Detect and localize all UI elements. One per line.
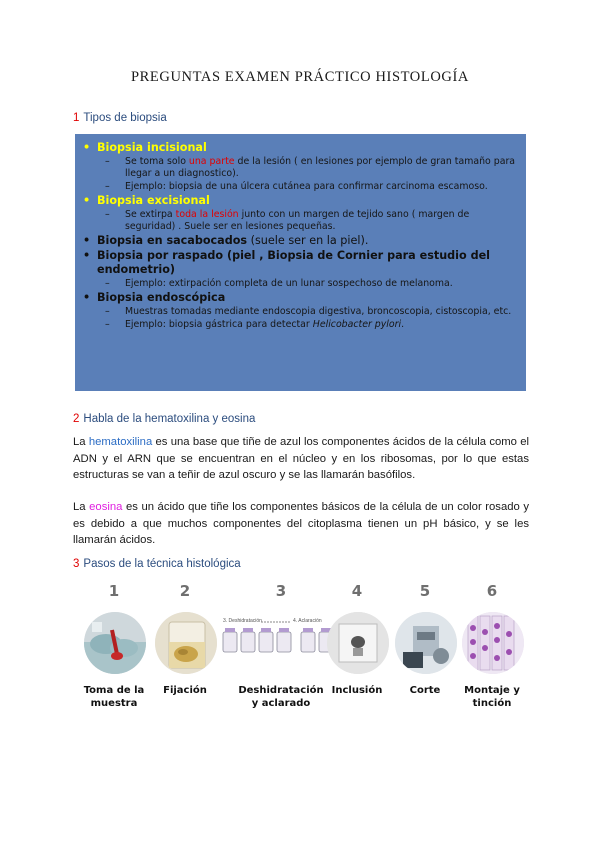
histology-steps-figure [73, 582, 531, 718]
step-number: 3 [275, 582, 287, 600]
bullet-biopsia-endoscopica [83, 291, 516, 305]
bullet-icon: • [83, 234, 91, 247]
text: es un ácido que tiñe los componentes básicos de la célula de un color rosado y es debido a que muchos componentes del citoplasma tienen un pH básico, y se les llamarán ácidos. [73, 501, 529, 546]
step-label: Corte [409, 685, 441, 696]
sub-label: 4. Aclaración [293, 618, 322, 624]
highlight-red: toda la lesión [175, 209, 239, 220]
item-title: Biopsia por raspado (piel , Biopsia de Cornier para estudio del endometrio) [97, 249, 491, 276]
step-label: Toma de la muestra [83, 685, 145, 709]
term-eosina: eosina [89, 501, 123, 513]
sub-bullet [83, 209, 516, 233]
text: Se toma solo [125, 156, 189, 167]
step-6 [454, 582, 530, 709]
step-5 [387, 582, 463, 696]
page-title: PREGUNTAS EXAMEN PRÁCTICO HISTOLOGÍA [131, 69, 469, 85]
italic-term: Helicobacter pylori [312, 319, 402, 330]
stained-slides-image [462, 612, 524, 674]
bullet-icon: • [83, 194, 91, 207]
bullet-icon: • [83, 291, 91, 304]
eosina-paragraph [73, 499, 529, 549]
dash-icon: – [105, 209, 110, 220]
sub-bullet [83, 306, 516, 318]
section-number: 3 [73, 558, 80, 570]
text: Ejemplo: biopsia gástrica para detectar [125, 319, 313, 330]
text: es una base que tiñe de azul los componentes ácidos de la célula como el ADN y el ARN que se encuentran en el núcleo y en los ribosomas, por lo que estas estructuras se van a teñir de azul oscuro y se las llamarán basófilos. [73, 436, 529, 481]
sub-bullet [83, 181, 516, 193]
text: Muestras tomadas mediante endoscopia digestiva, broncoscopia, cistoscopia, etc. [125, 306, 512, 317]
bullet-biopsia-excisional [83, 194, 516, 208]
step-number: 1 [108, 582, 120, 600]
item-title: Biopsia excisional [97, 194, 210, 207]
hematoxilina-paragraph [73, 434, 529, 484]
dash-icon: – [105, 319, 110, 330]
step-number: 4 [351, 582, 363, 600]
dash-icon: – [105, 181, 110, 192]
item-title: Biopsia en sacabocados [97, 234, 248, 247]
sub-bullet [83, 278, 516, 290]
bullet-biopsia-sacabocados [83, 234, 516, 248]
text: Se extirpa [125, 209, 176, 220]
bullet-icon: • [83, 249, 91, 262]
text: Ejemplo: extirpación completa de un lunar sospechoso de melanoma. [125, 278, 453, 289]
text: . [401, 319, 405, 330]
text: Ejemplo: biopsia de una úlcera cutánea para confirmar carcinoma escamoso. [125, 181, 488, 192]
paraffin-block-image [327, 612, 389, 674]
section-3-heading [73, 558, 241, 570]
step-number: 2 [179, 582, 191, 600]
section-title: Pasos de la técnica histológica [83, 558, 241, 570]
item-note: (suele ser en la piel). [247, 234, 369, 247]
section-title: Habla de la hematoxilina y eosina [83, 413, 256, 425]
text: La [73, 501, 90, 513]
item-title: Biopsia endoscópica [97, 291, 226, 304]
bullet-biopsia-incisional [83, 141, 516, 155]
step-label: Deshidratación y aclarado [238, 685, 324, 709]
section-title: Tipos de biopsia [83, 112, 167, 124]
step-label: Montaje y tinción [464, 685, 520, 709]
step-number: 6 [486, 582, 498, 600]
step-1 [76, 582, 152, 709]
biopsy-hands-image [84, 612, 146, 674]
text: de la lesión ( en lesiones por ejemplo de gran tamaño para llegar a un diagnostico). [125, 156, 516, 179]
step-label: Inclusión [331, 685, 383, 696]
dash-icon: – [105, 156, 110, 167]
section-number: 2 [73, 413, 80, 425]
microtome-image [395, 612, 457, 674]
text: junto con un margen de tejido sano ( margen de seguridad) . Suele ser en lesiones pequeñas. [125, 209, 470, 232]
section-1-heading [73, 112, 167, 124]
biopsy-types-box [75, 134, 526, 391]
section-2-heading [73, 413, 255, 425]
highlight-red: una parte [188, 156, 235, 167]
fixation-jar-image [155, 612, 217, 674]
item-title: Biopsia incisional [97, 141, 207, 154]
sub-bullet [83, 319, 516, 331]
section-number: 1 [73, 112, 80, 124]
dehydration-jars-image [221, 610, 339, 670]
step-label: Fijación [163, 685, 207, 696]
step-4 [319, 582, 395, 696]
step-2 [147, 582, 223, 696]
dash-icon: – [105, 278, 110, 289]
step-number: 5 [419, 582, 431, 600]
sub-bullet [83, 156, 516, 180]
text: La [73, 436, 89, 448]
bullet-biopsia-raspado [83, 249, 516, 277]
bullet-icon: • [83, 141, 91, 154]
term-hematoxilina: hematoxilina [88, 436, 153, 448]
sub-label: 3. Deshidratación [223, 618, 262, 624]
dash-icon: – [105, 306, 110, 317]
